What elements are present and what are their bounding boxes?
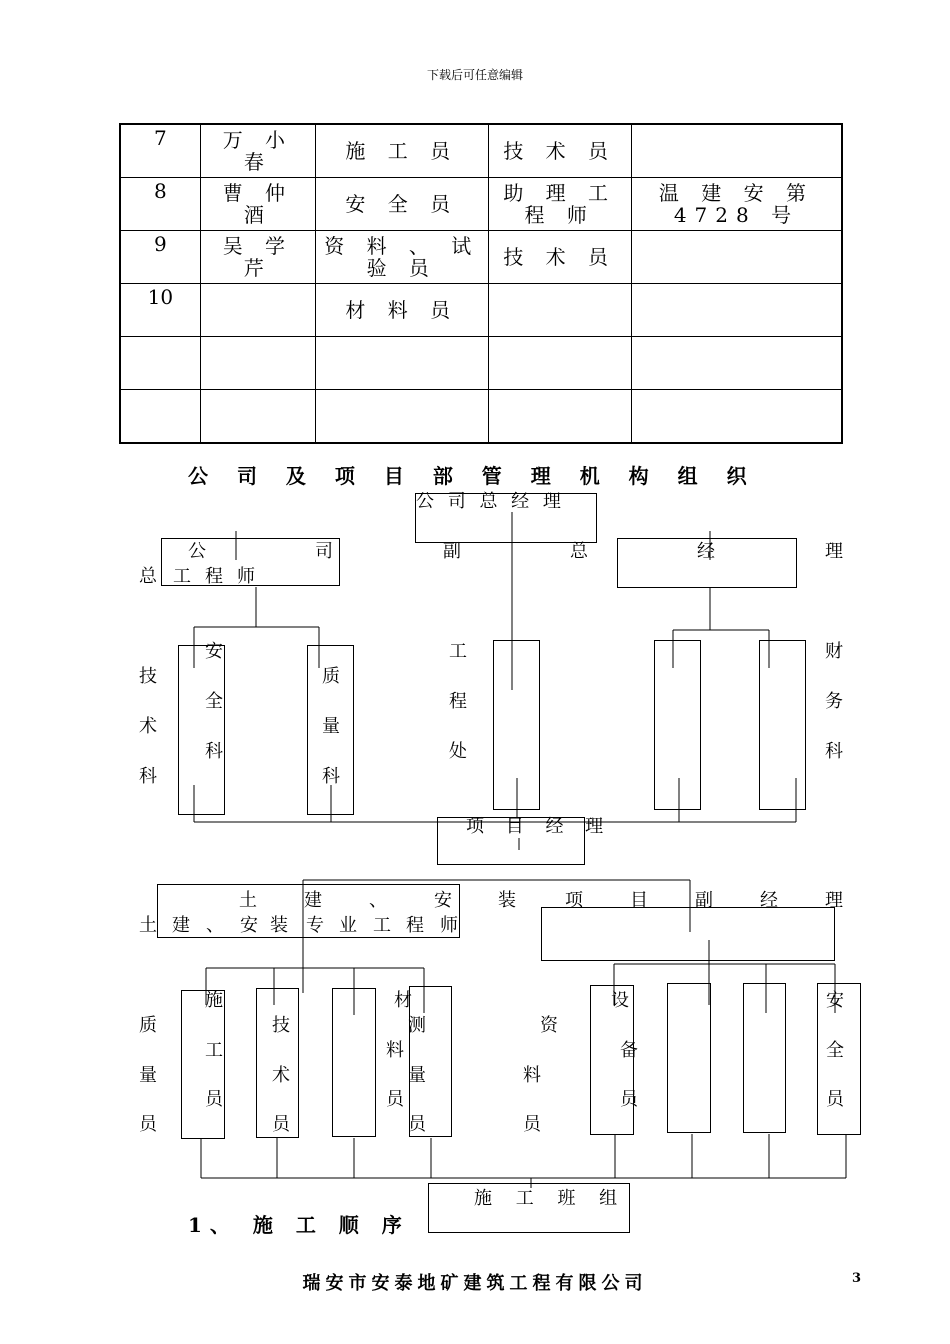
finance-dept-char: 科	[825, 741, 843, 762]
safety-dept-box	[178, 645, 225, 815]
engineering-dept-char: 工	[449, 641, 467, 662]
finance-dept-char: 务	[825, 691, 843, 712]
engineer-char: 程	[406, 915, 424, 936]
engineer-char: 装	[270, 915, 288, 936]
org-chart-title: 公 司 及 项 目 部 管 理 机 构 组 织	[188, 464, 758, 488]
engineer-char: 安	[240, 915, 258, 936]
deputy-pm-char: 、	[369, 890, 387, 911]
staff-role: 材 料 员	[316, 284, 488, 337]
chief-engineer-char: 工	[173, 566, 191, 587]
engineer-char: 土	[139, 915, 157, 936]
chief-engineer-char: 总	[139, 566, 157, 587]
engineer-char: 业	[339, 915, 357, 936]
safety-officer-char: 员	[826, 1089, 844, 1110]
staff-title: 技 术 员	[488, 231, 631, 284]
deputy-pm-char: 副	[695, 890, 713, 911]
tech-officer-char: 员	[272, 1114, 290, 1135]
staff-name: 万 小 春	[200, 124, 315, 178]
finance-dept-char: 财	[825, 641, 843, 662]
vice-gm-char: 副	[443, 541, 461, 562]
staff-name: 吴 学 芹	[200, 231, 315, 284]
chief-engineer-char: 师	[237, 566, 255, 587]
deputy-pm-char: 建	[304, 890, 322, 911]
finance-dept-box-2	[759, 640, 806, 810]
chief-engineer-char: 公	[188, 541, 206, 562]
equipment-officer-char: 备	[620, 1040, 638, 1061]
quality-dept-char: 科	[322, 766, 340, 787]
deputy-pm-char: 理	[825, 890, 843, 911]
engineering-dept-char: 处	[449, 741, 467, 762]
material-officer-char: 材	[394, 990, 412, 1011]
safety-dept-char: 科	[205, 741, 223, 762]
material-officer-char: 员	[386, 1089, 404, 1110]
engineering-dept-box	[493, 640, 540, 810]
vice-gm-char: 理	[825, 541, 843, 562]
safety-officer-char: 全	[826, 1040, 844, 1061]
deputy-pm-char: 目	[630, 890, 648, 911]
finance-dept-box-1	[654, 640, 701, 810]
chief-engineer-char: 司	[315, 541, 333, 562]
staff-title: 助 理 工 程 师	[488, 178, 631, 231]
staff-name: 曹 仲 酒	[200, 178, 315, 231]
tech-officer-char: 术	[272, 1065, 290, 1086]
construction-officer-char: 员	[205, 1089, 223, 1110]
project-manager-label: 项 目 经 理	[466, 816, 612, 837]
row-number: 7	[120, 124, 200, 178]
work-team-label: 施 工 班 组	[474, 1188, 627, 1209]
data-officer-char: 料	[523, 1065, 541, 1086]
staff-title: 技 术 员	[488, 124, 631, 178]
quality-dept-char: 质	[322, 666, 340, 687]
material-officer-char: 料	[386, 1040, 404, 1061]
data-officer-char: 资	[540, 1015, 558, 1036]
staff-role: 施 工 员	[316, 124, 488, 178]
safety-dept-char: 全	[205, 691, 223, 712]
deputy-pm-char: 装	[498, 890, 516, 911]
engineering-dept-char: 程	[449, 691, 467, 712]
footer-company: 瑞安市安泰地矿建筑工程有限公司	[302, 1273, 648, 1294]
deputy-pm-char: 经	[760, 890, 778, 911]
quality-dept-char: 量	[322, 716, 340, 737]
deputy-pm-box	[541, 907, 835, 961]
staff-role: 资 料 、 试 验 员	[316, 231, 488, 284]
safety-officer-char: 安	[826, 990, 844, 1011]
gm-label: 公 司 总 经 理	[416, 491, 565, 512]
page-number: 3	[852, 1271, 862, 1286]
engineer-char: 工	[373, 915, 391, 936]
survey-officer-char: 量	[408, 1065, 426, 1086]
construction-officer-char: 施	[205, 990, 223, 1011]
tech-dept-char: 术	[139, 716, 157, 737]
quality-officer-char: 员	[139, 1114, 157, 1135]
row-number: 9	[120, 231, 200, 284]
tech-dept-char: 科	[139, 766, 157, 787]
tech-dept-char: 技	[139, 666, 157, 687]
officer-box-6	[667, 983, 711, 1133]
quality-officer-char: 量	[139, 1065, 157, 1086]
staff-role: 安 全 员	[316, 178, 488, 231]
chief-engineer-char: 程	[205, 566, 223, 587]
tech-officer-char: 技	[272, 1015, 290, 1036]
material-officer-box	[332, 988, 376, 1137]
construction-officer-box	[181, 990, 225, 1139]
vice-gm-char: 总	[570, 541, 588, 562]
vice-gm-char: 经	[697, 541, 715, 562]
section-heading: 1、 施 工 顺 序	[188, 1213, 410, 1237]
equipment-officer-char: 员	[620, 1089, 638, 1110]
engineer-char: 师	[440, 915, 458, 936]
deputy-pm-char: 项	[565, 890, 583, 911]
construction-officer-char: 工	[205, 1040, 223, 1061]
data-officer-char: 员	[523, 1114, 541, 1135]
safety-dept-char: 安	[205, 641, 223, 662]
row-number: 10	[120, 284, 200, 337]
survey-officer-char: 员	[408, 1114, 426, 1135]
survey-officer-char: 测	[408, 1015, 426, 1036]
engineer-char: 专	[306, 915, 324, 936]
engineer-char: 建	[172, 915, 190, 936]
staff-cert: 温 建 安 第 4728 号	[631, 178, 842, 231]
deputy-pm-char: 土	[239, 890, 257, 911]
deputy-pm-char: 安	[434, 890, 452, 911]
equipment-officer-char: 设	[611, 990, 629, 1011]
quality-officer-char: 质	[139, 1015, 157, 1036]
officer-box-7	[743, 983, 786, 1133]
engineer-char: 、	[206, 915, 224, 936]
row-number: 8	[120, 178, 200, 231]
header-note: 下载后可任意编辑	[426, 68, 523, 82]
